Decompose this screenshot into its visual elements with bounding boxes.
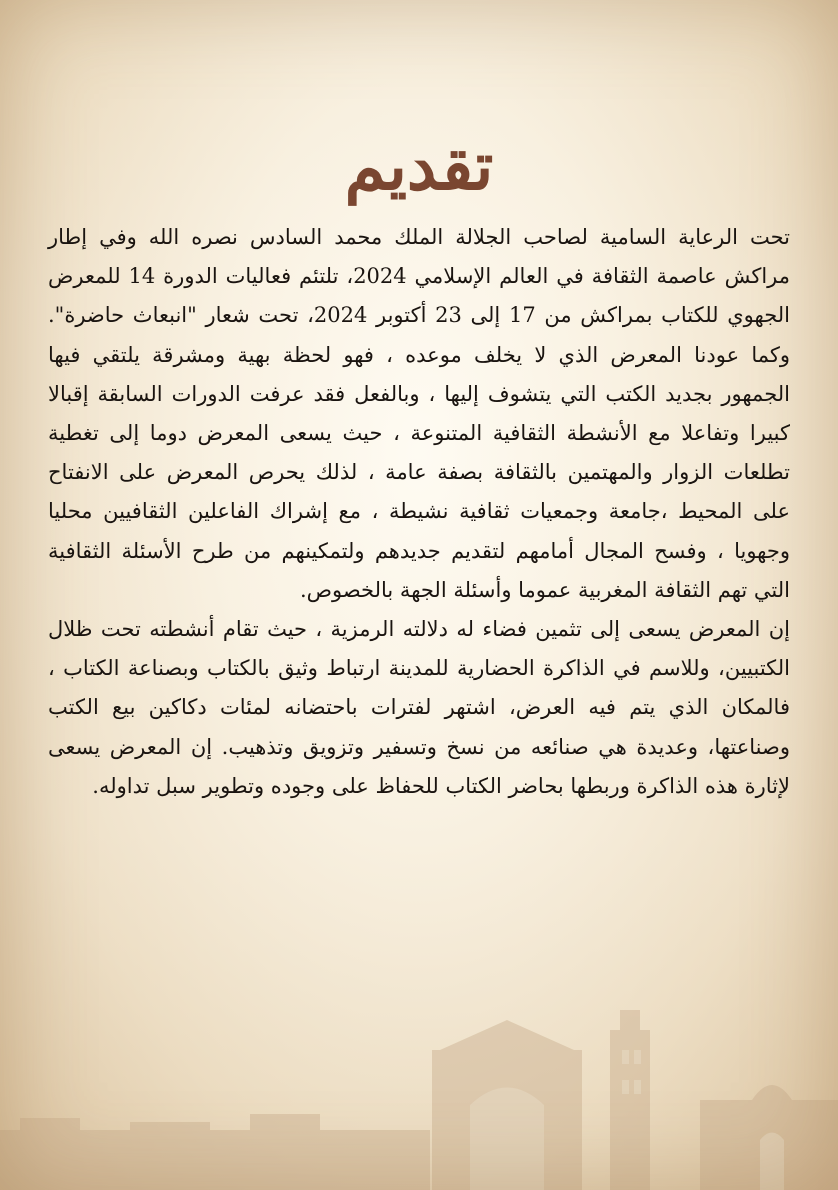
koutoubia-skyline-illustration	[0, 1010, 838, 1190]
paragraph-venue: إن المعرض يسعى إلى تثمين فضاء له دلالته الرمزية ، حيث تقام أنشطته تحت ظلال الكتبيين، وللاسم في الذاكرة الحضارية للمدينة ارتباط وثيق بالكتاب وبصناعة الكتاب ، فالمكان الذي يتم فيه العرض، اشتهر لفترات باحتضانه لمئات دكاكين بيع الكتب وصناعتها، وعديدة هي صنائعه من نسخ وتسفير وتزويق وتذهيب. إن المعرض يسعى لإثارة هذه الذاكرة وربطها بحاضر الكتاب للحفاظ على وجوده وتطوير سبل تداوله.	[48, 617, 790, 798]
paragraph-intro: تحت الرعاية السامية لصاحب الجلالة الملك محمد السادس نصره الله وفي إطار مراكش عاصمة الثقافة في العالم الإسلامي 2024، تلتئم فعاليات الدورة 14 للمعرض الجهوي للكتاب بمراكش من 17 إلى 23 أكتوبر 2024، تحت شعار "انبعاث حاضرة". وكما عودنا المعرض الذي لا يخلف موعده ، فهو لحظة بهية ومشرقة يلتقي فيها الجمهور بجديد الكتب التي يتشوف إليها ، وبالفعل فقد عرفت الدورات السابقة إقبالا كبيرا وتفاعلا مع الأنشطة الثقافية المتنوعة ، حيث يسعى المعرض دوما إلى تغطية تطلعات الزوار والمهتمين بالثقافة بصفة عامة ، لذلك يحرص المعرض على الانفتاح على المحيط ،جامعة وجمعيات ثقافية نشيطة ، مع إشراك الفاعلين الثقافيين محليا وجهويا ، وفسح المجال أمامهم لتقديم جديدهم ولتمكينهم من طرح الأسئلة الثقافية التي تهم الثقافة المغربية عموما وأسئلة الجهة بالخصوص.	[48, 225, 791, 602]
page-title: تقديم	[344, 127, 494, 206]
document-body	[48, 218, 790, 806]
